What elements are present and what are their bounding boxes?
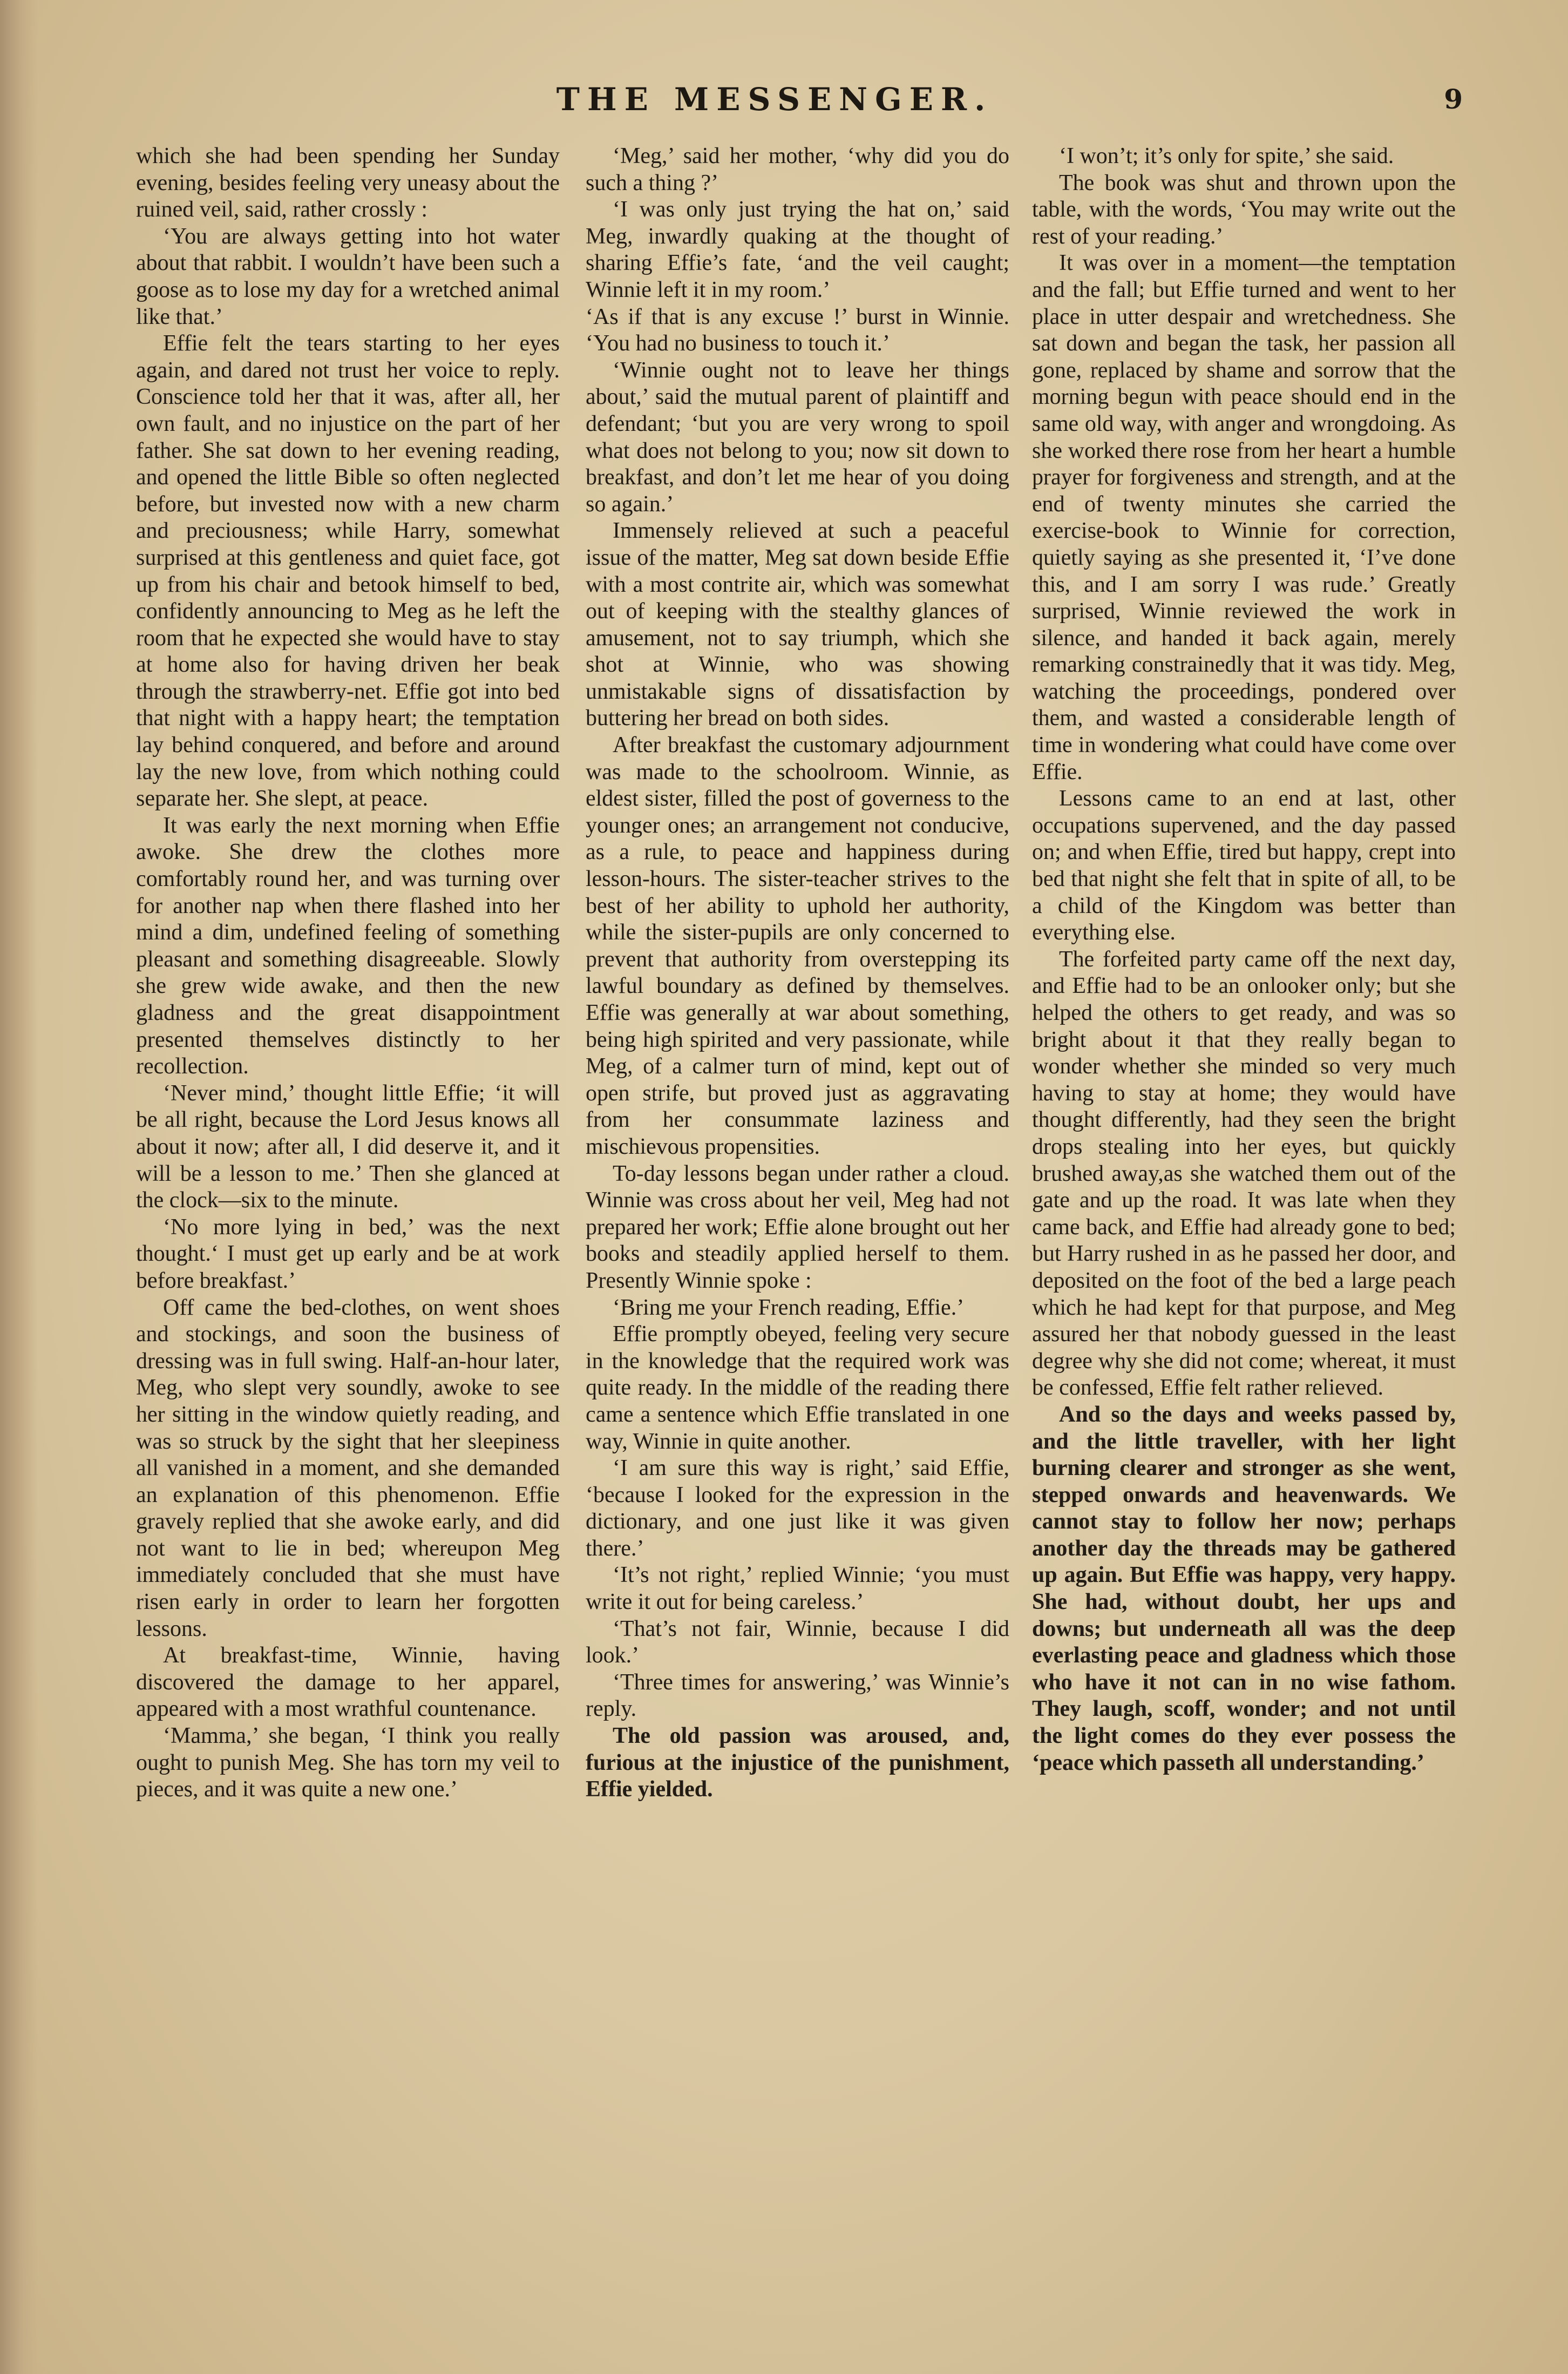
- paragraph: ‘Bring me your French reading, Effie.’: [613, 1295, 965, 1320]
- paragraph: ‘No more lying in bed,’ was the next thought.‘ I must get up early and be at work before breakfast.’: [136, 1214, 560, 1293]
- paragraph: ‘Never mind,’ thought little Effie; ‘it will be all right, because the Lord Jesus knows all about it now; after all, I did deserve it, and it will be a lesson to me.’ Then she glanced at the clock—six to the minute.: [136, 1080, 560, 1213]
- paragraph: ‘Mamma,’ she began, ‘I think you really ought to punish Meg. She has torn my veil to pieces, and it was quite a new one.’: [136, 1723, 560, 1802]
- text-column-1: [136, 143, 560, 1803]
- paragraph: The old passion was aroused, and, furious at the injustice of the punishment, Effie yielded.: [586, 1723, 1009, 1802]
- paragraph: ‘Meg,’ said her mother, ‘why did you do such a thing ?’: [586, 144, 1009, 195]
- paragraph: Off came the bed-clothes, on went shoes and stockings, and soon the business of dressing was in full swing. Half-an-hour later, Meg, who slept very soundly, awoke to see her sitting in the window quietly reading, and was so struck by the sight that her sleepiness all vanished in a moment, and she demanded an explanation of this phenomenon. Effie gravely replied that she awoke early, and did not want to lie in bed; whereupon Meg immediately concluded that she must have risen early in order to learn her forgotten lessons.: [136, 1295, 560, 1641]
- paragraph: After breakfast the customary adjournment was made to the schoolroom. Winnie, as eldest sister, filled the post of governess to the younger ones; an arrangement not conducive, as a rule, to peace and happiness during lesson-hours. The sister-teacher strives to the best of her ability to uphold her authority, while the sister-pupils are only concerned to prevent that authority from overstepping its lawful boundary as defined by themselves. Effie was generally at war about something, being high spirited and very passionate, while Meg, of a calmer turn of mind, kept out of open strife, but proved just as aggravating from her consummate laziness and mischievous propensities.: [586, 733, 1009, 1159]
- paragraph: Effie felt the tears starting to her eyes again, and dared not trust her voice to reply. Conscience told her that it was, after all, her own fault, and no injustice on the part of her father. She sat down to her evening reading, and opened the little Bible so often neglected before, but invested now with a new charm and preciousness; while Harry, somewhat surprised at this gentleness and quiet face, got up from his chair and betook himself to bed, confidently announcing to Meg as he left the room that he expected she would have to stay at home also for having driven her beak through the strawberry-net. Effie got into bed that night with a happy heart; the temptation lay behind conquered, and before and around lay the new love, from which nothing could separate her. She slept, at peace.: [136, 331, 560, 811]
- paragraph: Effie promptly obeyed, feeling very secure in the knowledge that the required work was quite ready. In the middle of the reading there came a sentence which Effie translated in one way, Winnie in quite another.: [586, 1322, 1009, 1454]
- paragraph: Lessons came to an end at last, other occupations supervened, and the day passed on; and when Effie, tired but happy, crept into bed that night she felt that in spite of all, to be a child of the Kingdom was better than everything else.: [1032, 786, 1456, 945]
- page-number: 9: [1444, 83, 1463, 115]
- page-header: [86, 81, 1463, 130]
- paragraph: The forfeited party came off the next day, and Effie had to be an onlooker only; but she helped the others to get ready, and was so bright about it that they really began to wonder whether she minded so very much having to stay at home; they would have thought differently, had they seen the bright drops stealing into her eyes, but quickly brushed away,as she watched them out of the gate and up the road. It was late when they came back, and Effie had already gone to bed; but Harry rushed in as he passed her door, and deposited on the foot of the bed a large peach which he had kept for that purpose, and Meg assured her that nobody guessed in the least degree why she did not come; whereat, it must be confessed, Effie felt rather relieved.: [1032, 946, 1456, 1401]
- paragraph: which she had been spending her Sunday evening, besides feeling very uneasy about the ruined veil, said, rather crossly :: [136, 144, 560, 222]
- paragraph: ‘That’s not fair, Winnie, because I did look.’: [586, 1616, 1009, 1668]
- text-column-3: [1032, 143, 1456, 1776]
- paragraph: At breakfast-time, Winnie, having discovered the damage to her apparel, appeared with a most wrathful countenance.: [136, 1643, 560, 1722]
- paragraph: ‘As if that is any excuse !’ burst in Winnie. ‘You had no business to touch it.’: [586, 304, 1009, 356]
- paragraph: ‘You are always getting into hot water about that rabbit. I wouldn’t have been such a goose as to lose my day for a wretched animal like that.’: [136, 224, 560, 329]
- paragraph: It was over in a moment—the temptation and the fall; but Effie turned and went to her place in utter despair and wretchedness. She sat down and began the task, her passion all gone, replaced by shame and sorrow that the morning begun with peace should end in the same old way, with anger and wrongdoing. As she worked there rose from her heart a humble prayer for forgiveness and strength, and at the end of twenty minutes she carried the exercise-book to Winnie for correction, quietly saying as she presented it, ‘I’ve done this, and I am sorry I was rude.’ Greatly surprised, Winnie reviewed the work in silence, and handed it back again, merely remarking constrainedly that it was tidy. Meg, watching the proceedings, pondered over them, and wasted a considerable length of time in wondering what could have come over Effie.: [1032, 251, 1456, 784]
- paragraph: And so the days and weeks passed by, and the little traveller, with her light burning clearer and stronger as she went, stepped onwards and heavenwards. We cannot stay to follow her now; perhaps another day the threads may be gathered up again. But Effie was happy, very happy. She had, without doubt, her ups and downs; but underneath all was the deep everlasting peace and gladness which those who have it not can in no wise fathom. They laugh, scoff, wonder; and not until the light comes do they ever possess the ‘peace which passeth all understanding.’: [1032, 1402, 1456, 1775]
- paragraph: ‘Winnie ought not to leave her things about,’ said the mutual parent of plaintiff and defendant; ‘but you are very wrong to spoil what does not belong to you; now sit down to breakfast, and don’t let me hear of you doing so again.’: [586, 357, 1009, 517]
- paragraph: ‘I won’t; it’s only for spite,’ she said.: [1059, 144, 1394, 168]
- paragraph: ‘I was only just trying the hat on,’ said Meg, inwardly quaking at the thought of sharing Effie’s fate, ‘and the veil caught; Winnie left it in my room.’: [586, 197, 1009, 302]
- text-column-2: [586, 143, 1009, 1803]
- paragraph: ‘I am sure this way is right,’ said Effie, ‘because I looked for the expression in the dictionary, and one just like it was given there.’: [586, 1456, 1009, 1561]
- paragraph: Immensely relieved at such a peaceful issue of the matter, Meg sat down beside Effie with a most contrite air, which was somewhat out of keeping with the stealthy glances of amusement, not to say triumph, which she shot at Winnie, who was showing unmistakable signs of dissatisfaction by buttering her bread on both sides.: [586, 518, 1009, 731]
- paragraph: ‘It’s not right,’ replied Winnie; ‘you must write it out for being careless.’: [586, 1563, 1009, 1615]
- paragraph: ‘Three times for answering,’ was Winnie’s reply.: [586, 1669, 1009, 1722]
- page-title: THE MESSENGER.: [556, 81, 993, 118]
- page-binding-edge: [0, 0, 38, 2374]
- paragraph: It was early the next morning when Effie awoke. She drew the clothes more comfortably round her, and was turning over for another nap when there flashed into her mind a dim, undefined feeling of something pleasant and something disagreeable. Slowly she grew wide awake, and then the new gladness and the great disappointment presented themselves distinctly to her recollection.: [136, 813, 560, 1079]
- paragraph: To-day lessons began under rather a cloud. Winnie was cross about her veil, Meg had not prepared her work; Effie alone brought out her books and steadily applied herself to them. Presently Winnie spoke :: [586, 1161, 1009, 1293]
- paragraph: The book was shut and thrown upon the table, with the words, ‘You may write out the rest of your reading.’: [1032, 170, 1456, 249]
